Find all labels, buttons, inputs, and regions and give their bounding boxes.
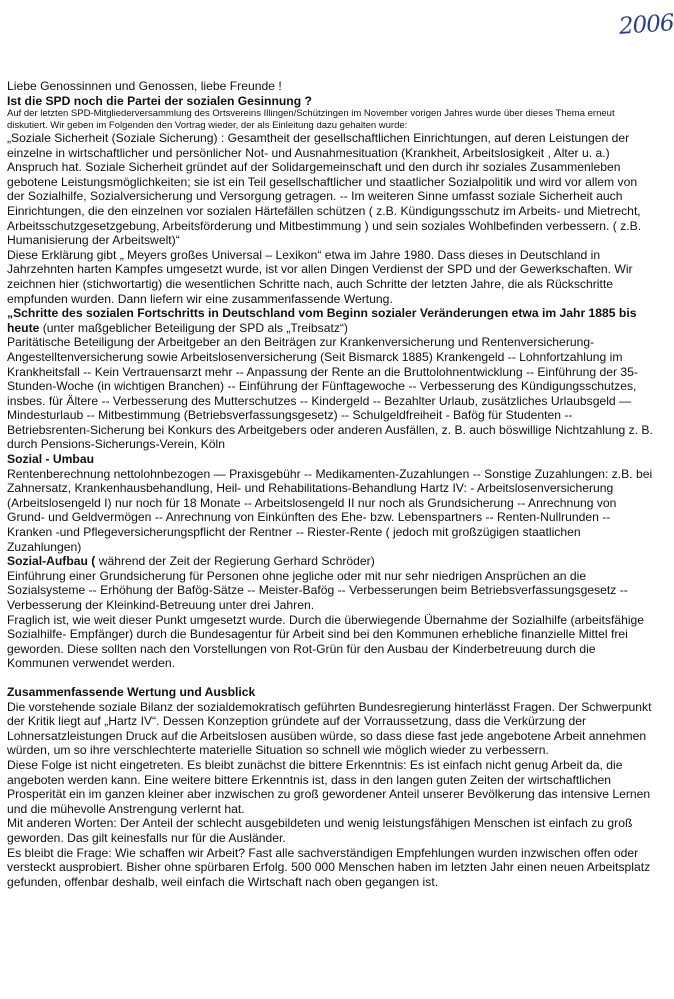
umbau-body: Rentenberechnung nettolohnbezogen — Praxisgebühr -- Medikamenten-Zuzahlungen -- Sonstige Zuzahlungen: z.B. bei Zahnersatz, Krankenhausbehandlung, Heil- und Rehabilitations-Behandlung Hartz IV: - Arbeitslosenversicherung (Arbeitslosengeld I) nur noch für 18 Monate -- Arbeitslosengeld II nur noch als Grundsicherung -- Anrechnung von Grund- und Geldvermögen -- Anrechnung von Einkünften des Ehe- bzw. Lebenspartners -- Renten-Nullrunden -- Kranken -und Pflegeversicherungspflicht der Rentner -- Riester-Rente ( jedoch mit großzügigen staatlichen Zuzahlungen) bbox=[7, 466, 653, 554]
aufbau-heading: Sozial-Aufbau ( bbox=[7, 554, 96, 569]
aufbau-heading-line bbox=[7, 554, 655, 569]
definition-paragraph: „Soziale Sicherheit (Soziale Sicherung) : Gesamtheit der gesellschaftlichen Einrichtungen, auf deren Leistungen der einzelne in wirtschaftlicher und persönlicher Not- und Ausnahmesituation (Krankheit, Arbeitslosigkeit , Alter u. a.) Anspruch hat. Soziale Sicherheit gründet auf der Solidargemeinschaft und den durch ihr soziales Zusammenleben gebotene Leistungsmöglichkeiten; sie ist ein Teil gesellschaftlicher und staatlicher Sozialpolitik und wird vor allem von der Sozialhilfe, Sozialversicherung und Versorgung getragen. -- Im weiteren Sinne umfasst soziale Sicherheit auch Einrichtungen, die den einzelnen vor sozialen Härtefällen schützen ( z.B. Kündigungsschutz im Arbeits- und Mietrecht, Arbeitsschutzgesetzgebung, Arbeitsförderung und Mitbestimmung ) und sein soziales Wohlbefinden verbessern. ( z.B. Humanisierung der Arbeitswelt)“ bbox=[7, 131, 642, 248]
fortschritt-heading: „Schritte des sozialen Fortschritts in Deutschland vom Beginn sozialer Veränderungen etwa im Jahr 1885 bis heute bbox=[7, 306, 637, 335]
document-body bbox=[7, 79, 655, 889]
document-title: Ist die SPD noch die Partei der sozialen Gesinnung ? bbox=[7, 93, 312, 108]
wertung-paragraph-3: Mit anderen Worten: Der Anteil der schlecht ausgebildeten und wenig leistungsfähigen Menschen ist einfach zu groß geworden. Das gilt keinesfalls nur für die Ausländer. bbox=[7, 816, 633, 845]
intro-text: Auf der letzten SPD-Mitgliederversammlung des Ortsvereins Illingen/Schützingen im November vorigen Jahres wurde über dieses Thema erneut diskutiert. Wir geben im Folgenden den Vortrag wieder, der als Einleitung dazu gehalten wurde: bbox=[7, 108, 615, 131]
wertung-paragraph-2: Diese Folge ist nicht eingetreten. Es bleibt zunächst die bittere Erkenntnis: Es ist einfach nicht genug Arbeit da, die angeboten werden kann. Eine weitere bittere Erkenntnis ist, dass in den langen guten Zeiten der wirtschaftlichen Prosperität ein im ganzen kleiner aber inzwischen zu groß gewordener Anteil unserer Bevölkerung das intensive Lernen und die mühevolle Anstrengung verlernt hat. bbox=[7, 757, 651, 816]
explanation-paragraph: Diese Erklärung gibt „ Meyers großes Universal – Lexikon“ etwa im Jahre 1980. Dass dieses in Deutschland in Jahrzehnten harten Kampfes umgesetzt wurde, ist vor allen Dingen Verdienst der SPD und der Gewerkschaften. Wir zeichnen hier (stichwortartig) die wesentlichen Schritte nach, auch Schritte der letzten Jahre, die als Rückschritte empfunden wurden. Dann liefern wir eine zusammenfassende Wertung. bbox=[7, 247, 633, 306]
aufbau-question: Fraglich ist, wie weit dieser Punkt umgesetzt wurde. Durch die überwiegende Übernahme der Sozialhilfe (arbeitsfähige Sozialhilfe- Empfänger) durch die Bundesagentur für Arbeit sind bei den Kommunen erhebliche finanzielle Mittel frei geworden. Diese sollten nach den Vorstellungen von Rot-Grün für den Ausbau der Kinderbetreuung durch die Kommunen verwendet werden. bbox=[7, 612, 645, 671]
wertung-paragraph-1: Die vorstehende soziale Bilanz der sozialdemokratisch geführten Bundesregierung hinterlässt Fragen. Der Schwerpunkt der Kritik liegt auf „Hartz IV“. Dessen Konzeption gründete auf der Vorraussetzung, dass die Verkürzung der Lohnersatzleistungen Druck auf die Arbeitslosen ausüben würde, so dass diese fast jede angebotene Arbeit annehmen würden, um so ihre verschlechterte materielle Situation so schnell wie möglich wieder zu verbessern. bbox=[7, 699, 652, 758]
fortschritt-heading-note: (unter maßgeblicher Beteiligung der SPD als „Treibsatz“) bbox=[39, 320, 348, 335]
umbau-heading: Sozial - Umbau bbox=[7, 452, 95, 467]
fortschritt-heading-line bbox=[7, 306, 655, 335]
greeting: Liebe Genossinnen und Genossen, liebe Freunde ! bbox=[7, 79, 282, 93]
wertung-paragraph-4: Es bleibt die Frage: Wie schaffen wir Arbeit? Fast alle sachverständigen Empfehlungen wurden inzwischen offen oder versteckt ausprobiert. Bisher ohne spürbaren Erfolg. 500 000 Menschen haben im letzten Jahr einen neuen Arbeitsplatz gefunden, offenbar deshalb, weil einfach die Wirtschaft nach oben gegangen ist. bbox=[7, 845, 651, 889]
fortschritt-body: Paritätische Beteiligung der Arbeitgeber an den Beiträgen zur Krankenversicherung und Rentenversicherung- Angestelltenversicherung sowie Arbeitslosenversicherung (Seit Bismarck 1885) Krankengeld -- Lohnfortzahlung im Krankheitsfall -- Kein Vertrauensarzt mehr -- Anpassung der Rente an die Bruttolohnentwicklung -- Einführung der 35-Stunden-Woche (in wichtigen Branchen) -- Einführung der Fünftagewoche -- Verbesserung des Kündigungsschutzes, insbes. für Ältere -- Verbesserung des Mutterschutzes -- Kindergeld -- Bezahlter Urlaub, zusätzliches Urlaubsgeld — Mindesturlaub -- Mitbestimmung (Betriebsverfassungsgesetz) -- Schulgeldfreiheit - Bafög für Studenten -- Betriebsrenten-Sicherung bei Konkurs des Arbeitgebers oder anderen Ausfällen, z. B. auch böswillige Nichtzahlung z. B. durch Pensions-Sicherungs-Verein, Köln bbox=[7, 335, 653, 452]
aufbau-heading-note: während der Zeit der Regierung Gerhard Schröder) bbox=[95, 554, 375, 569]
wertung-heading: Zusammenfassende Wertung und Ausblick bbox=[7, 684, 256, 699]
section-spacer bbox=[7, 671, 655, 685]
handwritten-year-annotation: 2006 bbox=[618, 10, 674, 40]
aufbau-body: Einführung einer Grundsicherung für Personen ohne jegliche oder mit nur sehr niedrigen Ansprüchen an die Sozialsysteme -- Erhöhung der Bafög-Sätze -- Meister-Bafög -- Verbesserungen beim Betriebsverfassungsgesetz -- Verbesserung der Kleinkind-Betreuung unter drei Jahren. bbox=[7, 568, 628, 612]
